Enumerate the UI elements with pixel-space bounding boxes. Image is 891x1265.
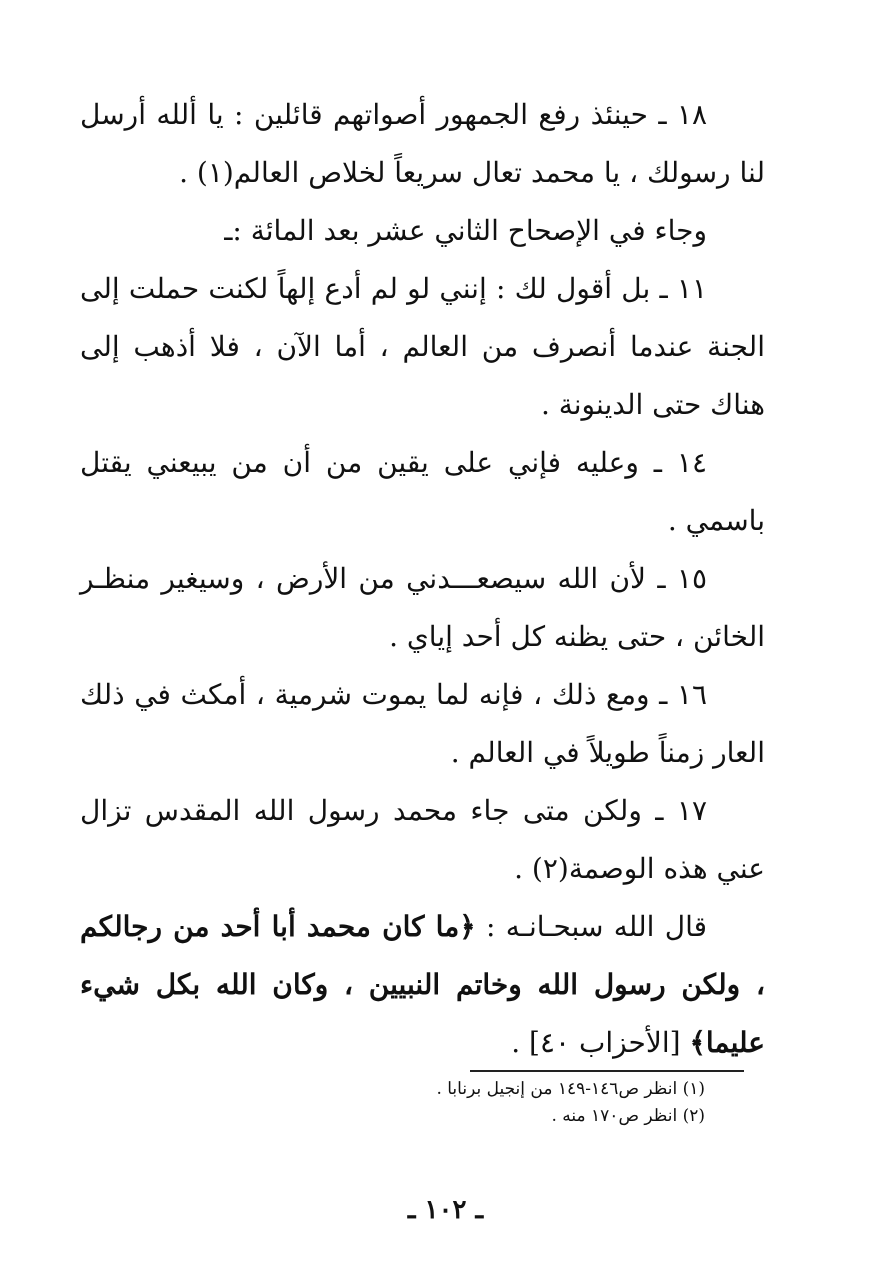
footnote-2: (٢) انظر ص١٧٠ منه .: [551, 1106, 705, 1126]
quran-paragraph: [80, 898, 765, 1072]
paragraph-chapter-intro: وجاء في الإصحاح الثاني عشر بعد المائة :ـ: [224, 214, 707, 247]
footnote-divider: [470, 1070, 744, 1072]
quran-intro: قال الله سبحـانـه :: [475, 910, 707, 943]
paragraph-verse-11: ١١ ـ بل أقول لك : إنني لو لم أدع إلهاً لكنت حملت إلى الجنة عندما أنصرف من العالم ، أما الآن ، فلا أذهب إلى هناك حتى الدينونة .: [80, 272, 765, 421]
paragraph-verse-14: ١٤ ـ وعليه فإني على يقين من أن من يبيعني يقتل باسمي .: [80, 446, 765, 537]
body-text: [80, 86, 765, 1072]
page-number: ـ ١٠٢ ـ: [407, 1195, 484, 1225]
paragraph-verse-15: ١٥ ـ لأن الله سيصعـــدني من الأرض ، وسيغير منظـر الخائن ، حتى يظنه كل أحد إياي .: [80, 562, 765, 653]
footnote-1: (١) انظر ص١٤٦-١٤٩ من إنجيل برنابا .: [436, 1079, 705, 1099]
paragraph-verse-16: ١٦ ـ ومع ذلك ، فإنه لما يموت شرمية ، أمكث في ذلك العار زمناً طويلاً في العالم .: [80, 678, 765, 769]
paragraph-verse-17: ١٧ ـ ولكن متى جاء محمد رسول الله المقدس تزال عني هذه الوصمة(٢) .: [80, 794, 765, 885]
footnotes: [300, 1076, 705, 1130]
quran-reference: [الأحزاب ٤٠] .: [511, 1026, 690, 1059]
quran-verse: ﴿ما كان محمد أبا أحد من رجالكم ، ولكن رسول الله وخاتم النبيين ، وكان الله بكل شيء عليما﴾: [80, 910, 765, 1059]
paragraph-verse-18: ١٨ ـ حينئذ رفع الجمهور أصواتهم قائلين : يا ألله أرسل لنا رسولك ، يا محمد تعال سريعاً لخلاص العالم(١) .: [80, 98, 765, 189]
